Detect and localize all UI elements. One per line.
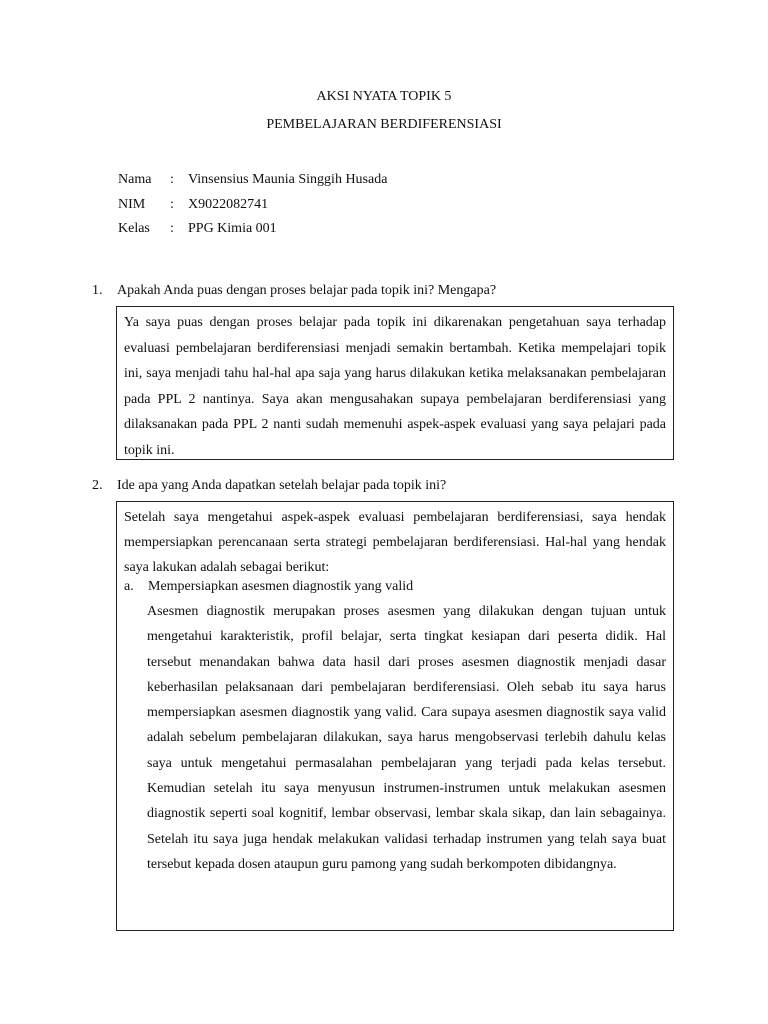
identity-value: Vinsensius Maunia Singgih Husada (188, 172, 388, 187)
question-text: Ide apa yang Anda dapatkan setelah belajar pada topik ini? (117, 478, 447, 493)
answer-box-2 (116, 501, 674, 931)
identity-label: Kelas (118, 221, 150, 236)
identity-colon: : (170, 197, 174, 212)
answer-box-1 (116, 306, 674, 460)
question-number: 1. (92, 283, 103, 298)
answer-text: Ya saya puas dengan proses belajar pada topik ini dikarenakan pengetahuan saya terhadap evaluasi pembelajaran berdiferensiasi menjadi semakin bertambah. Ketika mempelajari topik ini, saya menjadi tahu hal-hal apa saja yang harus dilakukan ketika melaksanakan pembelajaran pada PPL 2 nantinya. Saya akan mengusahakan supaya pembelajaran berdiferensiasi yang dilaksanakan pada PPL 2 nanti sudah memenuhi aspek-aspek evaluasi yang saya pelajari pada topik ini. (124, 315, 666, 458)
sub-item-body: Asesmen diagnostik merupakan proses asesmen yang dilakukan dengan tujuan untuk mengetahui karakteristik, profil belajar, serta tingkat kesiapan dari peserta didik. Hal tersebut menandakan bahwa data hasil dari proses asesmen diagnostik menjadi dasar keberhasilan pelaksanaan dari pembelajaran berdiferensiasi. Oleh sebab itu saya harus mempersiapkan asesmen diagnostik yang valid. Cara supaya asesmen diagnostik saya valid adalah sebelum pembelajaran dilakukan, saya harus mengobservasi terlebih dahulu kelas saya untuk mengetahui permasalahan pembelajaran yang terjadi pada kelas tersebut. Kemudian setelah itu saya menyusun instrumen-instrumen untuk melakukan asesmen diagnostik seperti soal kognitif, lembar observasi, lembar skala sikap, dan lain sebagainya. Setelah itu saya juga hendak melakukan validasi terhadap instrumen yang telah saya buat tersebut kepada dosen ataupun guru pamong yang sudah berkompoten dibidangnya. (147, 604, 666, 872)
identity-label: Nama (118, 172, 152, 187)
identity-colon: : (170, 221, 174, 236)
identity-value: X9022082741 (188, 197, 269, 212)
document-title: AKSI NYATA TOPIK 5 (316, 89, 452, 104)
identity-label: NIM (118, 197, 146, 212)
identity-value: PPG Kimia 001 (188, 221, 277, 236)
answer-text: Setelah saya mengetahui aspek-aspek evaluasi pembelajaran berdiferensiasi, saya hendak mempersiapkan perencanaan serta strategi pembelajaran berdiferensiasi. Hal-hal yang hendak saya lakukan adalah sebagai berikut: (124, 510, 666, 576)
document-subtitle: PEMBELAJARAN BERDIFERENSIASI (266, 117, 502, 132)
sub-item-title: Mempersiapkan asesmen diagnostik yang valid (148, 579, 414, 594)
identity-colon: : (170, 172, 174, 187)
question-number: 2. (92, 478, 103, 493)
sub-item-label: a. (124, 579, 134, 594)
question-text: Apakah Anda puas dengan proses belajar pada topik ini? Mengapa? (117, 283, 497, 298)
